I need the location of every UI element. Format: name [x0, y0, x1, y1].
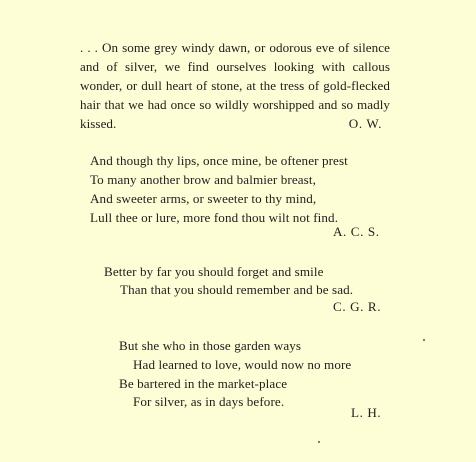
prose-passage — [80, 38, 390, 133]
paper-speck — [318, 441, 320, 443]
verse-line: But she who in those garden ways — [119, 338, 302, 353]
verse-line: Be bartered in the market-place — [119, 376, 288, 391]
verse-line: Than that you should remember and be sad. — [120, 282, 354, 297]
verse-line: Better by far you should forget and smile — [104, 264, 324, 279]
attribution-lh: L. H. — [351, 405, 382, 420]
paper-speck — [423, 339, 425, 341]
verse-line: Lull thee or lure, more fond thou wilt not find. — [90, 210, 339, 225]
prose-text: . . . On some grey windy dawn, or odorous eve of silence and of silver, we find ourselves looking with callous wonder, or dull heart of stone, at the tress of gold-flecked hair that we had once so wildly worshipped and so madly kissed. — [80, 40, 390, 131]
attribution-cgr: C. G. R. — [333, 299, 382, 314]
verse-line: And though thy lips, once mine, be oftener prest — [90, 153, 348, 168]
verse-line: Had learned to love, would now no more — [133, 357, 352, 372]
verse-line: To many another brow and balmier breast, — [90, 172, 316, 187]
attribution-acs: A. C. S. — [333, 224, 380, 239]
verse-line: And sweeter arms, or sweeter to thy mind, — [90, 191, 317, 206]
attribution-ow: O. W. — [348, 116, 382, 131]
verse-line: For silver, as in days before. — [133, 394, 285, 409]
